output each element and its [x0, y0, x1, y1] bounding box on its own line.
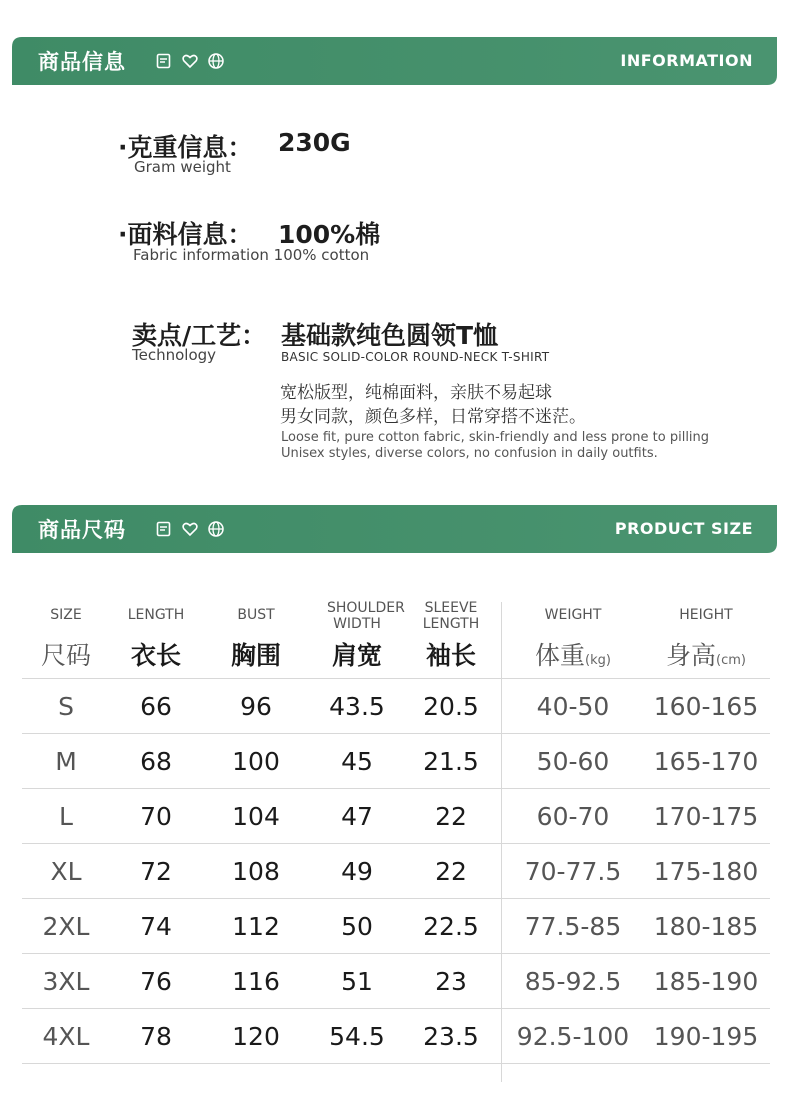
table-cell: 66: [140, 692, 172, 721]
row-divider: [22, 788, 770, 789]
table-cell: 43.5: [329, 692, 385, 721]
section-title: 商品信息: [38, 50, 126, 74]
header-cn-text: 袖长: [425, 641, 476, 670]
description-en-1: Loose fit, pure cotton fabric, skin-friendly and less prone to pilling: [281, 430, 710, 445]
row-divider: [22, 953, 770, 954]
technology-value: 基础款纯色圆领T恤: [281, 321, 499, 350]
weight-value: 230G: [278, 128, 351, 157]
row-divider: [22, 843, 770, 844]
table-cell: 22.5: [423, 912, 479, 941]
heart-icon: [181, 52, 199, 70]
table-cell: 45: [341, 747, 373, 776]
row-divider: [22, 898, 770, 899]
table-cell: 22: [435, 802, 467, 831]
section-title-en: PRODUCT SIZE: [614, 519, 753, 538]
document-icon: [155, 52, 173, 70]
product-size-banner: [12, 505, 777, 553]
header-cn-text: 身高: [666, 641, 717, 670]
size-cell: 3XL: [42, 967, 90, 996]
technology-value-en: BASIC SOLID-COLOR ROUND-NECK T-SHIRT: [281, 350, 550, 364]
table-cell: 185-190: [653, 967, 759, 996]
table-cell: 74: [140, 912, 172, 941]
description-en-2: Unisex styles, diverse colors, no confusion in daily outfits.: [281, 446, 658, 461]
size-cell: L: [59, 802, 73, 831]
table-cell: 175-180: [653, 857, 759, 886]
fabric-value: 100%棉: [278, 220, 381, 249]
table-cell: 92.5-100: [516, 1022, 630, 1051]
row-divider: [22, 733, 770, 734]
header-en: LENGTH: [127, 607, 185, 623]
table-cell: 160-165: [653, 692, 759, 721]
table-cell: 77.5-85: [524, 912, 622, 941]
header-cn-text: 体重: [535, 641, 586, 670]
header-en: SLEEVE LENGTH: [422, 600, 480, 632]
size-cell: 4XL: [42, 1022, 90, 1051]
header-cn: [508, 636, 638, 672]
header-cn: [111, 636, 201, 672]
table-cell: 60-70: [536, 802, 610, 831]
weight-label: ·克重信息：: [118, 133, 253, 162]
document-icon: [155, 520, 173, 538]
table-cell: 23: [435, 967, 467, 996]
table-cell: 50-60: [536, 747, 610, 776]
row-divider: [22, 1063, 770, 1064]
globe-icon: [207, 52, 225, 70]
header-cn-text: 胸围: [230, 641, 281, 670]
table-cell: 22: [435, 857, 467, 886]
header-cn: [307, 636, 407, 672]
table-cell: 112: [232, 912, 280, 941]
section-title-en: INFORMATION: [620, 51, 753, 70]
table-cell: 49: [341, 857, 373, 886]
table-cell: 104: [232, 802, 280, 831]
size-cell: S: [58, 692, 74, 721]
row-divider: [22, 678, 770, 679]
table-cell: 68: [140, 747, 172, 776]
header-en: SHOULDER WIDTH: [327, 600, 405, 632]
table-cell: 170-175: [653, 802, 759, 831]
table-cell: 96: [240, 692, 272, 721]
header-cn: [406, 636, 496, 672]
table-cell: 70: [140, 802, 172, 831]
header-unit: (kg): [585, 653, 611, 668]
table-cell: 40-50: [536, 692, 610, 721]
description-cn-2: 男女同款，颜色多样，日常穿搭不迷茫。: [280, 407, 586, 427]
size-cell: 2XL: [42, 912, 90, 941]
table-cell: 165-170: [653, 747, 759, 776]
row-divider: [22, 1008, 770, 1009]
table-cell: 51: [341, 967, 373, 996]
header-cn: [641, 636, 771, 672]
header-en: HEIGHT: [679, 607, 733, 623]
header-en: WEIGHT: [544, 607, 602, 623]
fabric-label: ·面料信息：: [118, 220, 253, 249]
header-cn-text: 衣长: [130, 641, 181, 670]
table-cell: 50: [341, 912, 373, 941]
table-cell: 70-77.5: [524, 857, 622, 886]
description-cn-1: 宽松版型，纯棉面料，亲肤不易起球: [280, 383, 552, 403]
heart-icon: [181, 520, 199, 538]
table-cell: 54.5: [329, 1022, 385, 1051]
technology-sub: Technology: [132, 346, 217, 364]
size-cell: XL: [50, 857, 82, 886]
header-cn: [211, 636, 301, 672]
table-cell: 47: [341, 802, 373, 831]
table-cell: 120: [232, 1022, 280, 1051]
table-cell: 23.5: [423, 1022, 479, 1051]
fabric-sub: Fabric information 100% cotton: [133, 246, 370, 264]
table-cell: 21.5: [423, 747, 479, 776]
table-cell: 76: [140, 967, 172, 996]
table-cell: 100: [232, 747, 280, 776]
table-cell: 78: [140, 1022, 172, 1051]
table-cell: 108: [232, 857, 280, 886]
table-cell: 116: [232, 967, 280, 996]
header-en: SIZE: [50, 607, 82, 623]
technology-label: 卖点/工艺：: [132, 321, 267, 350]
table-cell: 180-185: [653, 912, 759, 941]
size-cell: M: [55, 747, 77, 776]
weight-sub: Gram weight: [134, 158, 231, 176]
section-title: 商品尺码: [38, 518, 126, 542]
table-divider: [501, 602, 502, 1082]
header-cn-text: 肩宽: [331, 641, 382, 670]
header-unit: (cm): [716, 653, 746, 668]
header-cn-text: 尺码: [40, 641, 91, 670]
table-cell: 72: [140, 857, 172, 886]
header-en: BUST: [237, 607, 275, 623]
information-banner: [12, 37, 777, 85]
table-cell: 20.5: [423, 692, 479, 721]
table-cell: 190-195: [653, 1022, 759, 1051]
globe-icon: [207, 520, 225, 538]
header-cn: [21, 636, 111, 672]
table-cell: 85-92.5: [524, 967, 622, 996]
